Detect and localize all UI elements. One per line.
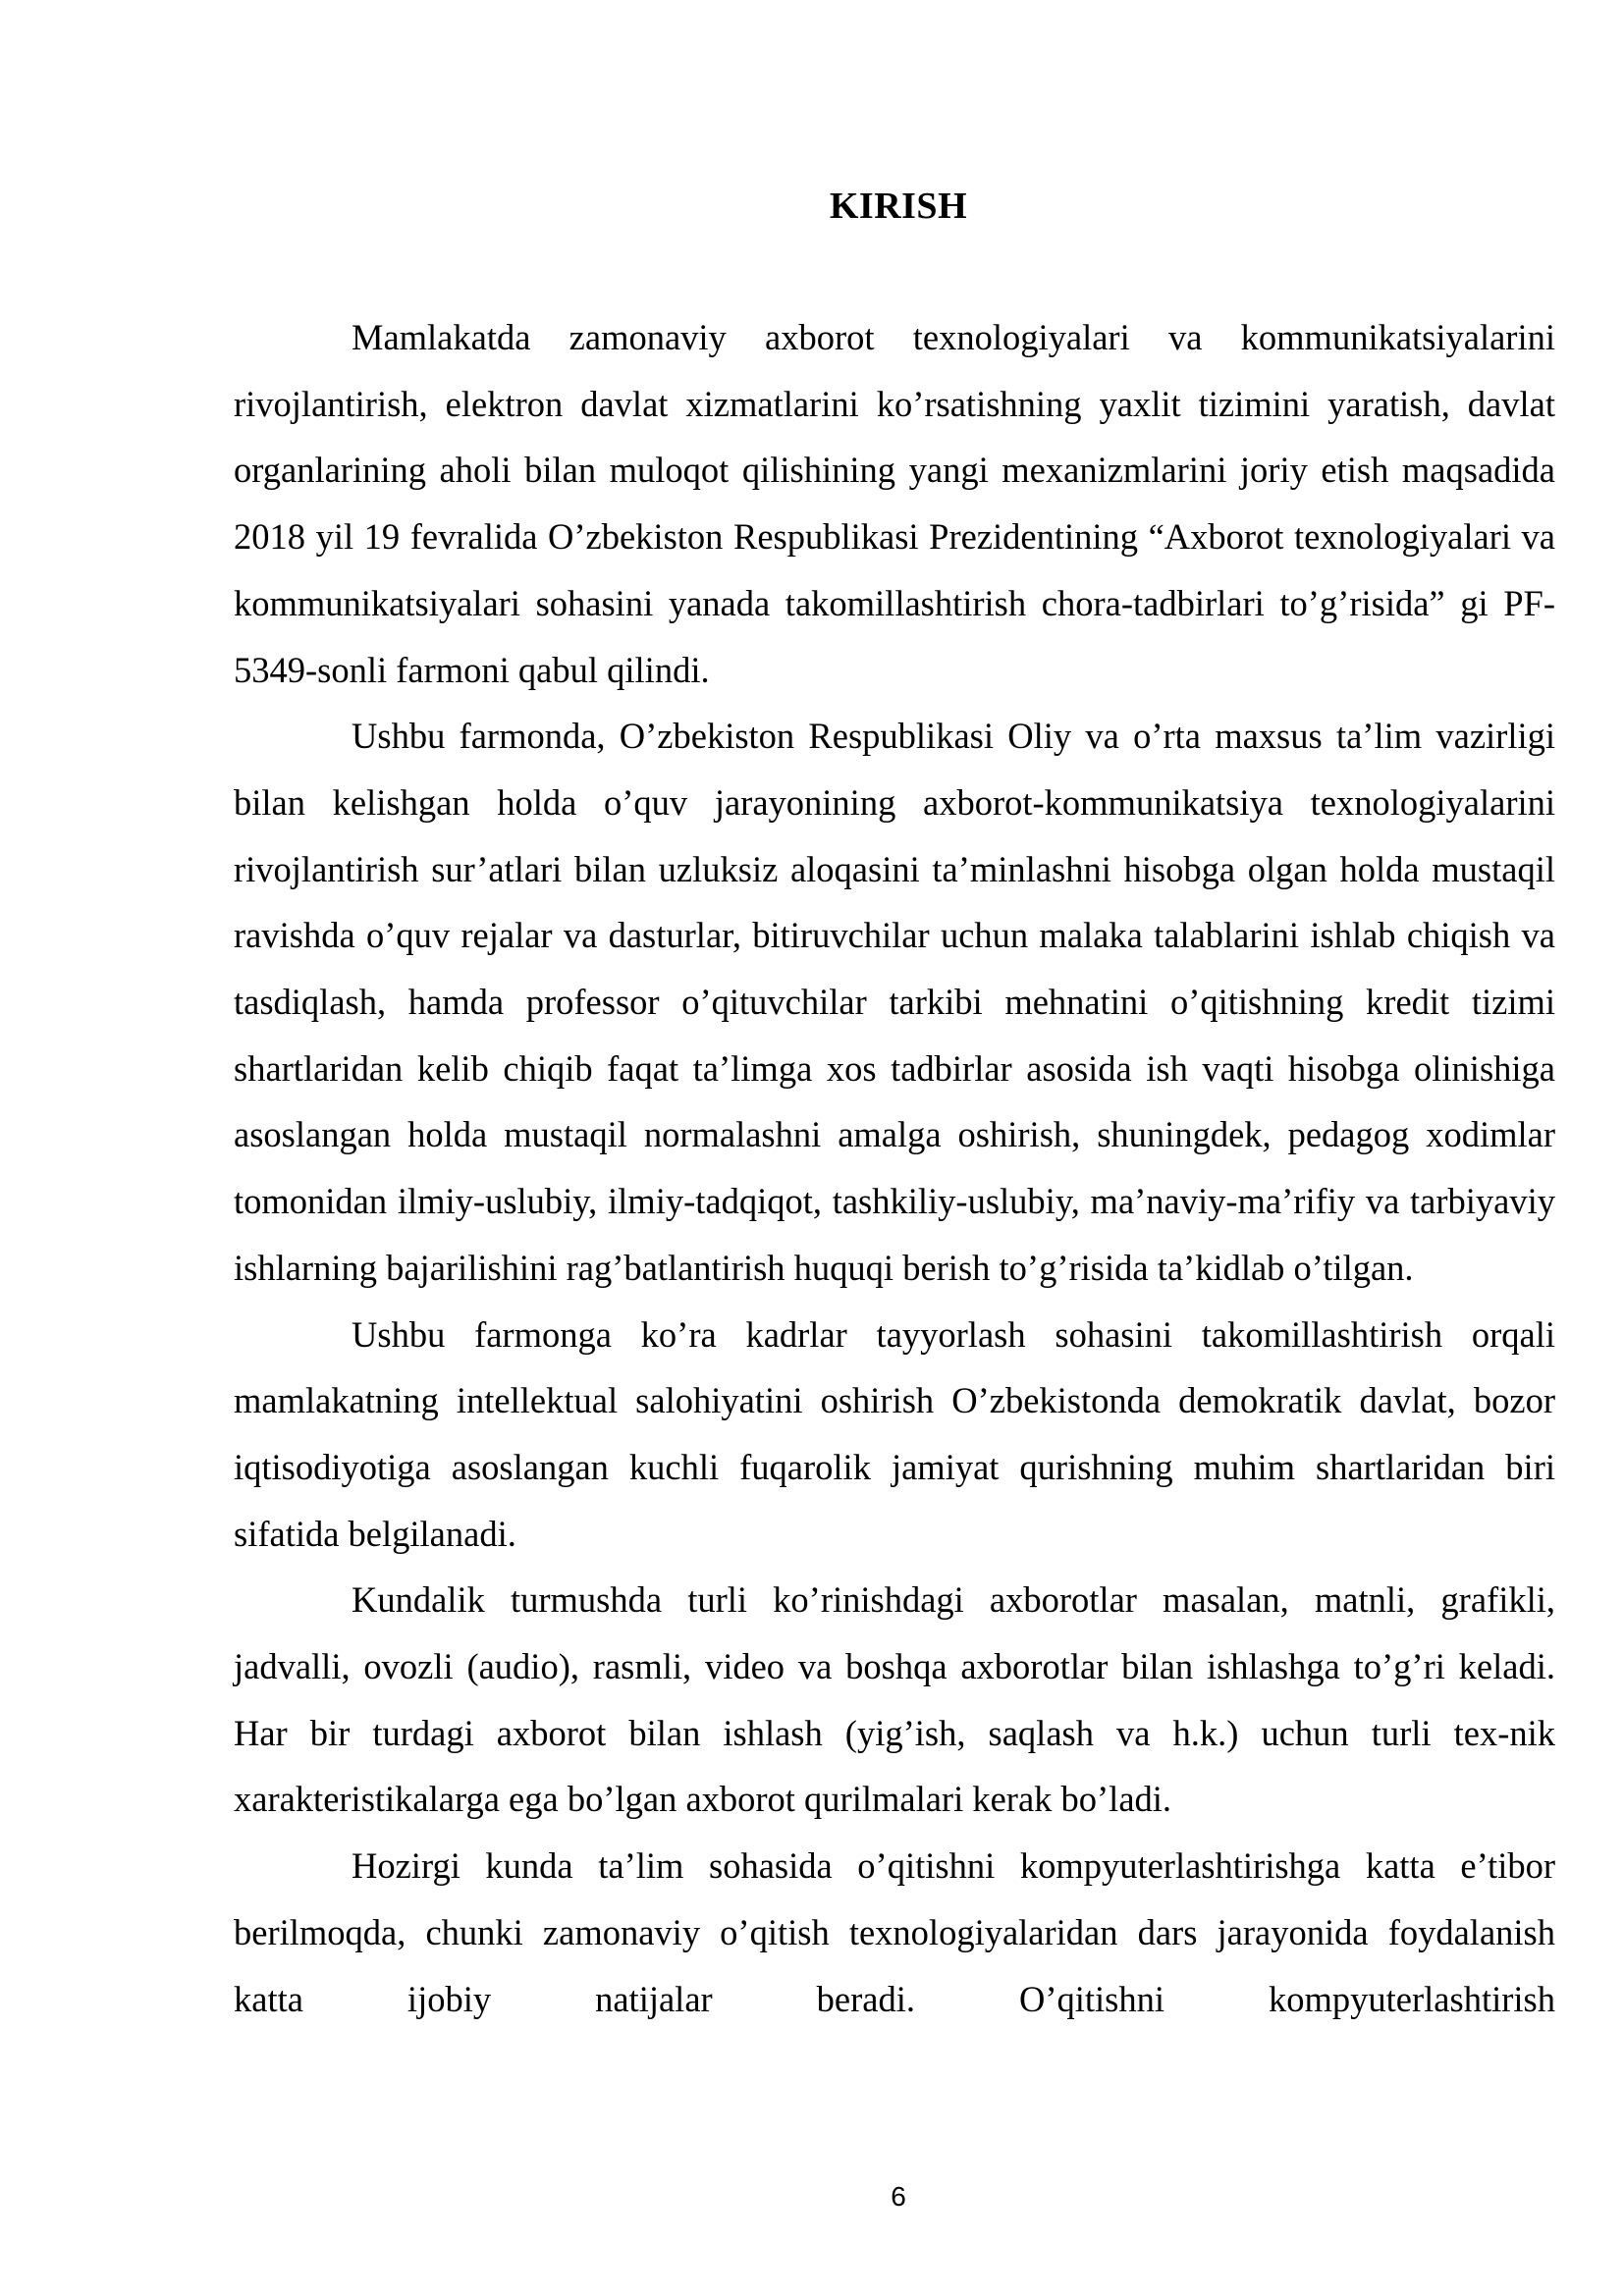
page-title: KIRISH bbox=[829, 186, 968, 227]
paragraph-2: Ushbu farmonda, O’zbekiston Respublikasi Oliy va o’rta maxsus ta’lim vazirligi bilan kelishgan holda o’quv jarayonining axborot-kommunikatsiya texnologiyalarini rivojlantirish sur’atlari bilan uzluksiz aloqasini ta’minlashni hisobga olgan holda mustaqil ravishda o’quv rejalar va dasturlar, bitiruvchilar uchun malaka talablarini ishlab chiqish va tasdiqlash, hamda professor o’qituvchilar tarkibi mehnatini o’qitishning kredit tizimi shartlaridan kelib chiqib faqat ta’limga xos tadbirlar asosida ish vaqti hisobga olinishiga asoslangan holda mustaqil normalashni amalga oshirish, shuningdek, pedagog xodimlar tomonidan ilmiy-uslubiy, ilmiy-tadqiqot, tashkiliy-uslubiy, ma’naviy-ma’rifiy va tarbiyaviy ishlarning bajarilishini rag’batlantirish huquqi berish to’g’risida ta’kidlab o’tilgan. bbox=[234, 716, 1555, 1288]
paragraph-1: Mamlakatda zamonaviy axborot texnologiyalari va kommunikatsiyalarini rivojlantirish, elektron davlat xizmatlarini ko’rsatishning yaxlit tizimini yaratish, davlat organlarining aholi bilan muloqot qilishining yangi mexanizmlarini joriy etish maqsadida 2018 yil 19 fevralida O’zbekiston Respublikasi Prezidentining “Axborot texnologiyalari va kommunikatsiyalari sohasini yanada takomillashtirish chora-tadbirlari to’g’risida” gi PF-5349-sonli farmoni qabul qilindi. bbox=[234, 317, 1555, 690]
document-body bbox=[234, 304, 1555, 2032]
paragraph-5: Hozirgi kunda ta’lim sohasida o’qitishni kompyuterlashtirishga katta e’tibor berilmoqda, chunki zamonaviy o’qitish texnologiyalaridan dars jarayonida foydalanish katta ijobiy natijalar beradi. O’qitishni kompyuterlashtirish bbox=[234, 1845, 1555, 2019]
page-number: 6 bbox=[891, 2181, 906, 2212]
paragraph-3: Ushbu farmonga ko’ra kadrlar tayyorlash sohasini takomillashtirish orqali mamlakatning intellektual salohiyatini oshirish O’zbekistonda demokratik davlat, bozor iqtisodiyotiga asoslangan kuchli fuqarolik jamiyat qurishning muhim shartlaridan biri sifatida belgilanadi. bbox=[234, 1313, 1555, 1554]
paragraph-4: Kundalik turmushda turli ko’rinishdagi axborotlar masalan, matnli, grafikli, jadvalli, ovozli (audio), rasmli, video va boshqa axborotlar bilan ishlashga to’g’ri keladi. Har bir turdagi axborot bilan ishlash (yig’ish, saqlash va h.k.) uchun turli tex-nik xarakteristikalarga ega bo’lgan axborot qurilmalari kerak bo’ladi. bbox=[234, 1579, 1555, 1820]
